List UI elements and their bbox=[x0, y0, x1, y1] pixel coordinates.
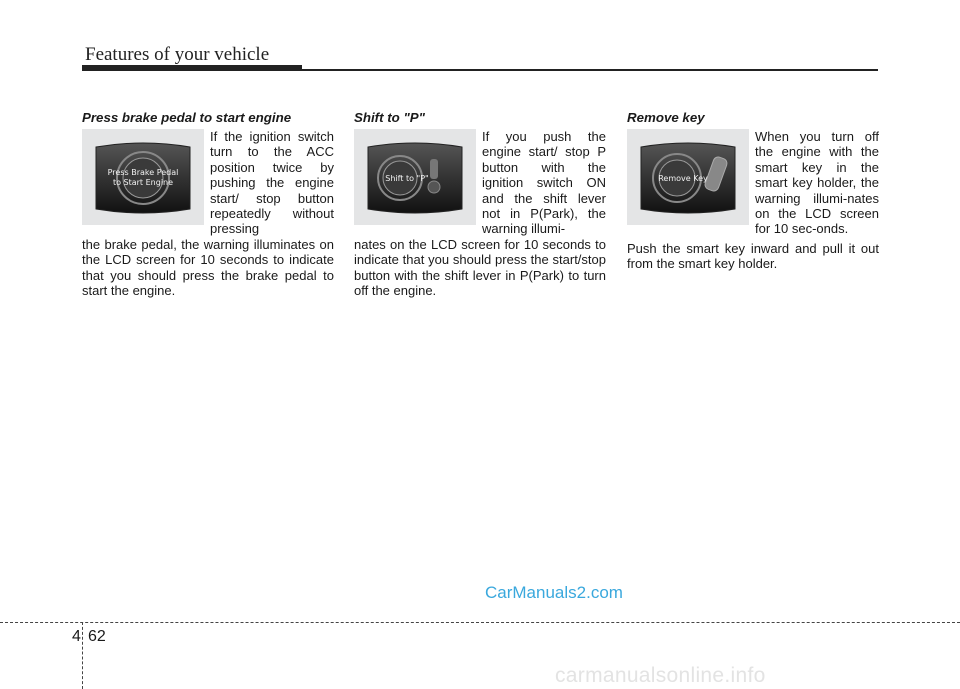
lcd-illustration-press-brake bbox=[82, 129, 204, 225]
lcd-text-line1: Remove Key bbox=[658, 174, 708, 183]
section-heading: Press brake pedal to start engine bbox=[82, 110, 292, 125]
section-body-side: When you turn off the engine with the smart key in the smart key holder, the warning illumi-nates on the LCD screen for 10 sec-onds. bbox=[755, 129, 879, 237]
section-shift-to-p bbox=[354, 110, 606, 298]
lcd-text-line1: Press Brake Pedal bbox=[107, 168, 179, 177]
watermark-link[interactable]: CarManuals2.com bbox=[485, 583, 623, 602]
section-body-bottom: the brake pedal, the warning illuminates on the LCD screen for 10 seconds to indicate that you should press the brake pedal to start the engine. bbox=[82, 236, 334, 299]
section-body-side: If the ignition switch turn to the ACC position twice by pushing the engine start/ stop button repeatedly without pressing bbox=[210, 129, 334, 237]
header-rule-thin bbox=[300, 69, 878, 71]
section-body-bottom: nates on the LCD screen for 10 seconds to indicate that you should press the start/stop button with the shift lever in P(Park) to turn off the engine. bbox=[354, 236, 606, 299]
section-body-side: If you push the engine start/ stop P button with the ignition switch ON and the shift lever not in P(Park), the warning illumi- bbox=[482, 129, 606, 237]
section-body-bottom: Push the smart key inward and pull it out from the smart key holder. bbox=[627, 240, 879, 272]
header-rule-thick bbox=[82, 65, 302, 71]
footer-divider bbox=[0, 622, 960, 623]
section-press-brake bbox=[82, 110, 334, 298]
section-remove-key bbox=[627, 110, 879, 272]
bottom-watermark: carmanualsonline.info bbox=[555, 664, 766, 687]
section-heading: Remove key bbox=[627, 110, 705, 125]
lcd-illustration-remove-key bbox=[627, 129, 749, 225]
footer-vertical-divider bbox=[82, 622, 83, 689]
chapter-number: 4 bbox=[72, 628, 81, 645]
lcd-text-line2: to Start Engine bbox=[112, 178, 174, 187]
page-number: 62 bbox=[88, 628, 106, 645]
lcd-text-line1: Shift to "P" bbox=[385, 174, 429, 183]
page-header-title: Features of your vehicle bbox=[85, 44, 270, 65]
section-heading: Shift to "P" bbox=[354, 110, 425, 125]
lcd-illustration-shift-p bbox=[354, 129, 476, 225]
